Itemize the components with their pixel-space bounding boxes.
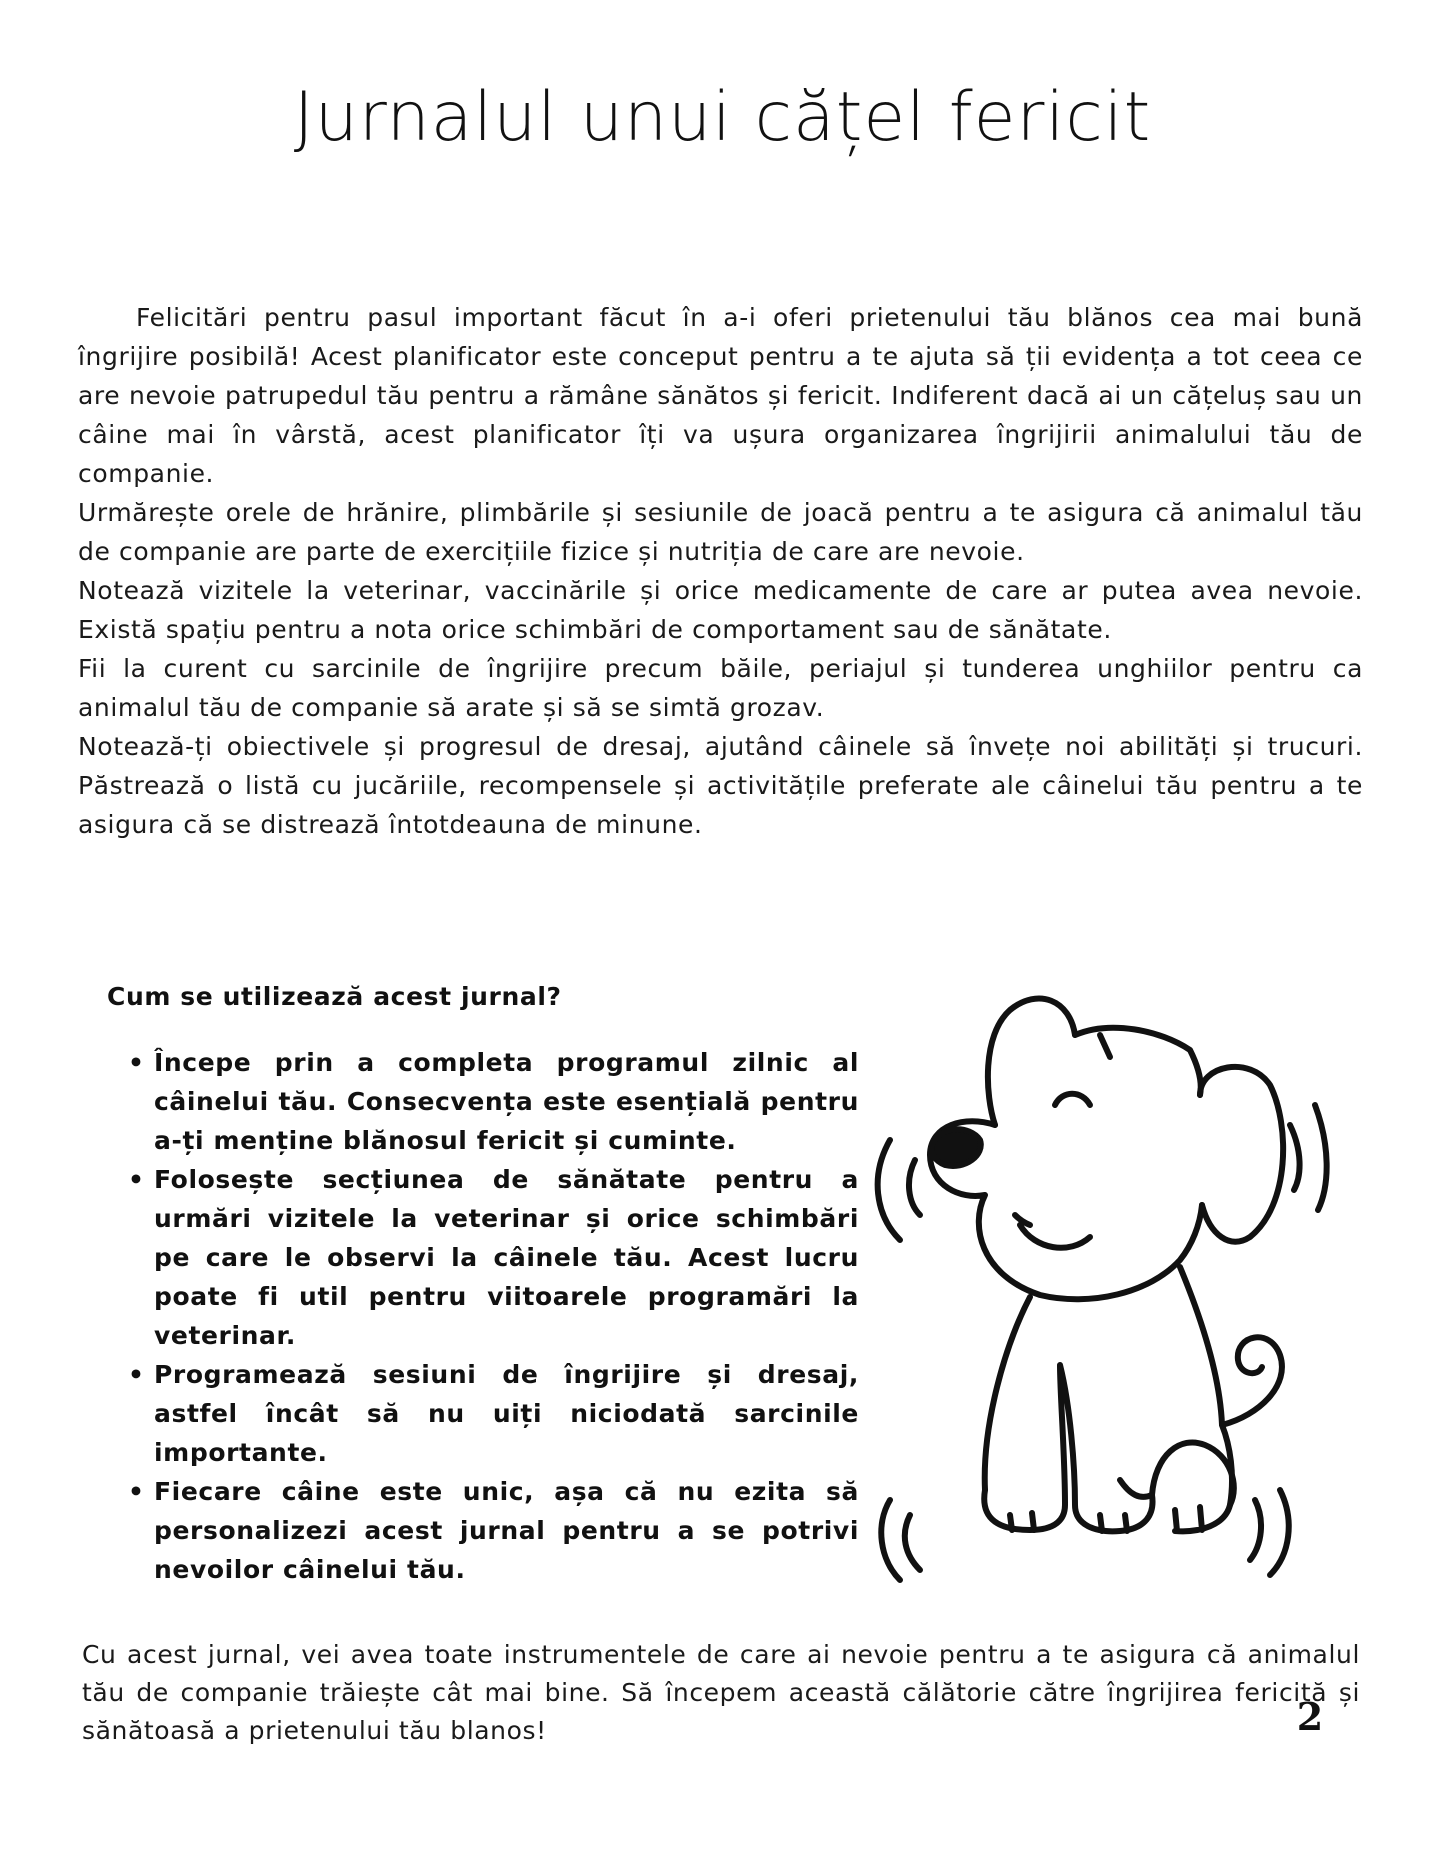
puppy-left-ear [988, 998, 1075, 1125]
howto-list [128, 1043, 859, 1589]
motion-lines [878, 1140, 920, 1240]
intro-paragraph: Felicitări pentru pasul important făcut în a-i oferi prietenului tău blănos cea mai bună îngrijire posibilă! Acest planificator este conceput pentru a te ajuta să ții evidența a tot ceea ce are nevoie patrupedul tău pentru a rămâne sănătos și fericit. Indiferent dacă ai un cățeluș sau un câine mai în vârstă, acest planificator îți va ușura organizarea îngrijirii animalului tău de companie. [78, 303, 1363, 488]
bullet-icon: • [128, 1048, 145, 1077]
howto-item-text: Folosește secțiunea de sănătate pentru a urmări vizitele la veterinar și orice schimbări pe care le observi la câinele tău. Acest lucru poate fi util pentru viitoarele programări la veterinar. [154, 1165, 859, 1350]
intro-paragraph: Notează-ți obiectivele și progresul de dresaj, ajutând câinele să învețe noi abilități și trucuri. Păstrează o listă cu jucăriile, recompensele și activitățile preferate ale câinelui tău pentru a te asigura că se distrează întotdeauna de minune. [78, 732, 1363, 839]
intro-paragraph: Urmărește orele de hrănire, plimbările și sesiunile de joacă pentru a te asigura că animalul tău de companie are parte de exercițiile fizice și nutriția de care are nevoie. [78, 498, 1363, 566]
puppy-tail [1222, 1337, 1282, 1425]
intro-paragraph: Fii la curent cu sarcinile de îngrijire precum băile, periajul și tunderea unghiilor pentru ca animalul tău de companie să arate și să se simtă grozav. [78, 654, 1363, 722]
intro-text [78, 298, 1363, 844]
puppy-eye [1055, 1094, 1090, 1105]
bullet-icon: • [128, 1165, 145, 1194]
puppy-mouth [1015, 1215, 1090, 1248]
howto-item [128, 1160, 859, 1355]
howto-item-text: Fiecare câine este unic, așa că nu ezita să personalizezi acest jurnal pentru a se potrivi nevoilor câinelui tău. [154, 1477, 859, 1584]
page-number: 2 [1296, 1694, 1324, 1739]
howto-item [128, 1472, 859, 1589]
howto-heading: Cum se utilizează acest jurnal? [107, 982, 562, 1011]
puppy-front-legs [984, 1365, 1152, 1531]
puppy-hind-leg [1152, 1442, 1234, 1531]
sitting-puppy-icon [870, 975, 1390, 1595]
howto-item-text: Începe prin a completa programul zilnic al câinelui tău. Consecvența este esențială pentru a-ți menține blănosul fericit și cuminte. [154, 1048, 859, 1155]
puppy-body [985, 1267, 1232, 1505]
howto-item [128, 1355, 859, 1472]
bullet-icon: • [128, 1360, 145, 1389]
page-title: Jurnalul unui cățel fericit [293, 78, 1152, 157]
howto-item [128, 1043, 859, 1160]
closing-paragraph: Cu acest jurnal, vei avea toate instrumentele de care ai nevoie pentru a te asigura că animalul tău de companie trăiește cât mai bine. Să începem această călătorie către îngrijirea fericită și sănătoasă a prietenului tău blanos! [82, 1640, 1360, 1745]
bullet-icon: • [128, 1477, 145, 1506]
puppy-nose [932, 1129, 981, 1166]
intro-paragraph: Notează vizitele la veterinar, vaccinările și orice medicamente de care ar putea avea nevoie. Există spațiu pentru a nota orice schimbări de comportament sau de sănătate. [78, 576, 1363, 644]
howto-item-text: Programează sesiuni de îngrijire și dresaj, astfel încât să nu uiți niciodată sarcinile importante. [154, 1360, 859, 1467]
puppy-right-ear [1200, 1067, 1283, 1242]
